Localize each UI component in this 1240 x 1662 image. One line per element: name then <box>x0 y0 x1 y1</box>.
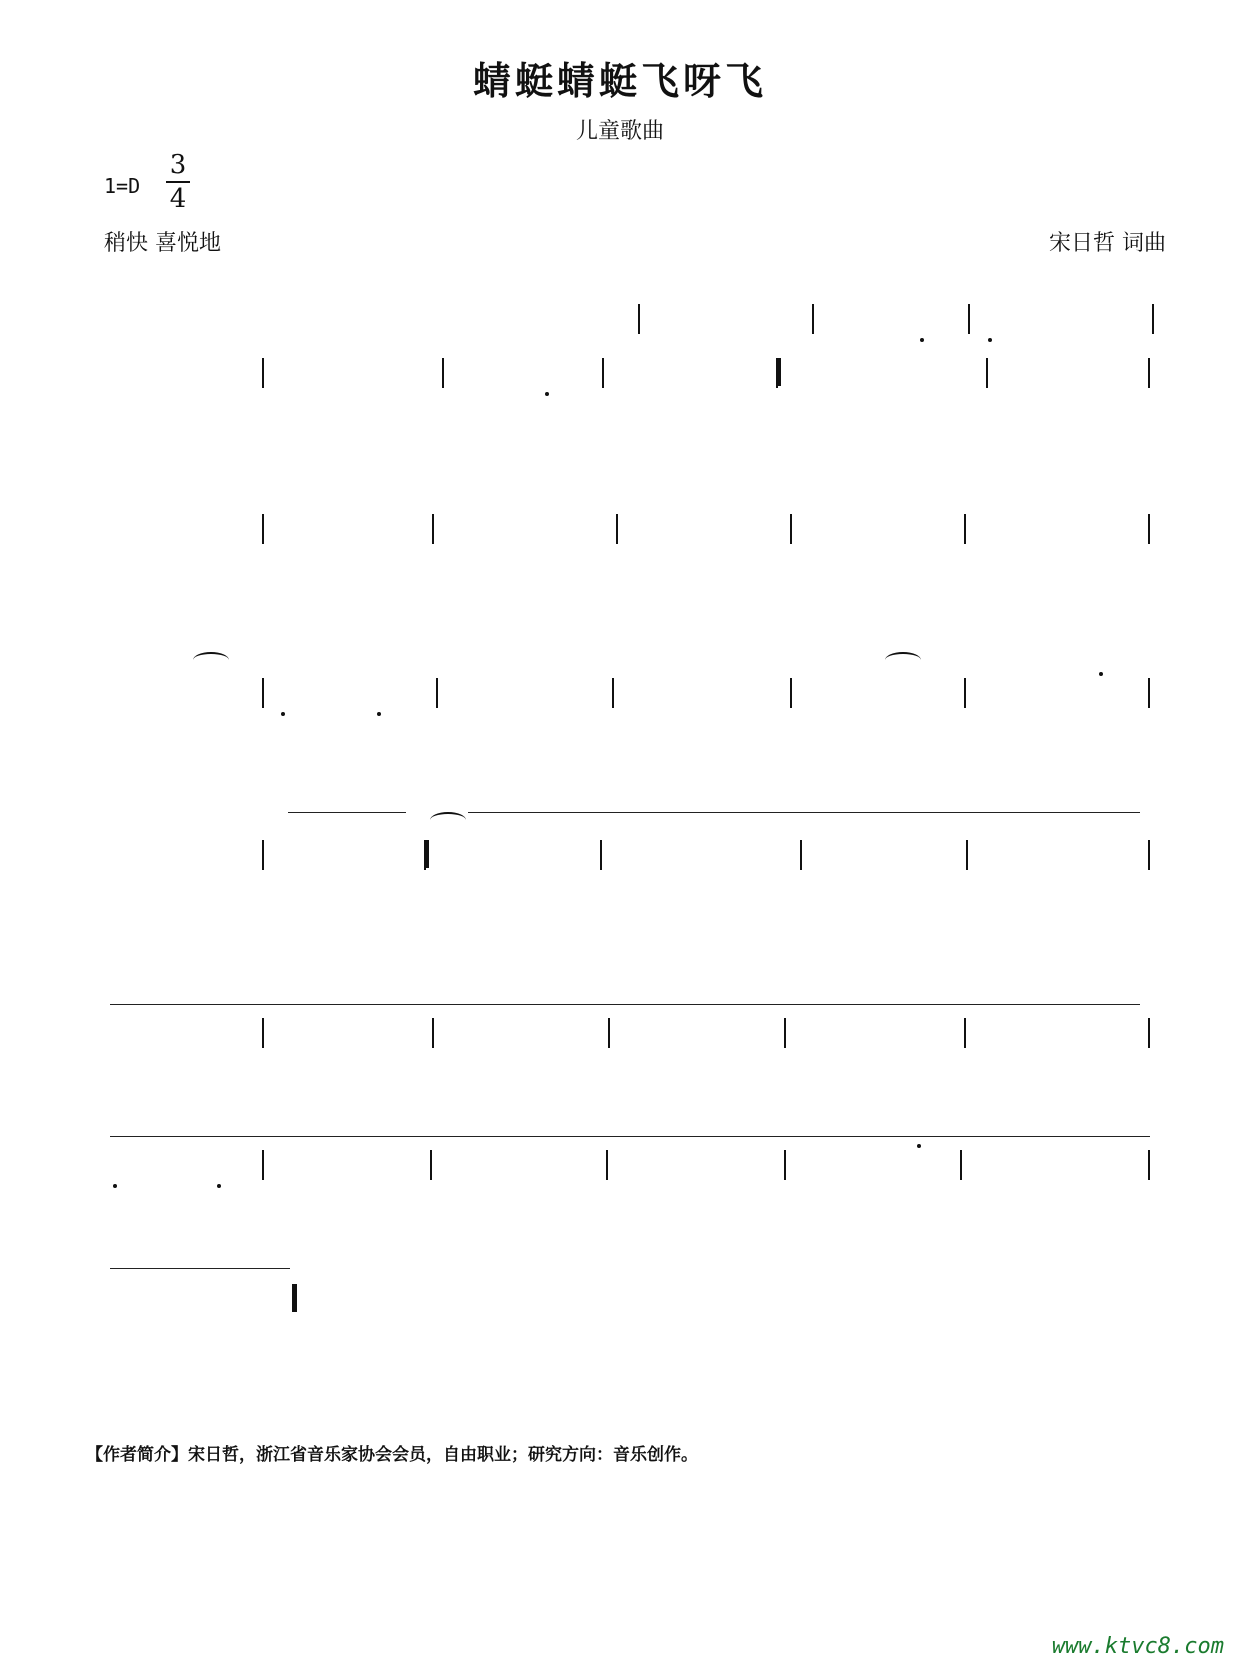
barline <box>964 678 966 708</box>
time-signature-top: 3 <box>169 150 187 180</box>
barline <box>1148 1150 1150 1180</box>
octave-dot <box>920 338 924 342</box>
octave-dot <box>113 1184 117 1188</box>
octave-dot <box>988 338 992 342</box>
octave-dot <box>377 712 381 716</box>
barline <box>790 514 792 544</box>
site-watermark: www.ktvc8.com <box>1051 1634 1224 1659</box>
barline <box>800 840 802 870</box>
barline <box>442 358 444 388</box>
barline <box>432 1018 434 1048</box>
time-signature <box>166 150 190 214</box>
barline <box>262 514 264 544</box>
barline <box>262 840 264 870</box>
barline <box>968 304 970 334</box>
barline <box>616 514 618 544</box>
continuation-rule <box>110 1136 1150 1137</box>
barline <box>602 358 604 388</box>
barline <box>812 304 814 334</box>
barline <box>1148 678 1150 708</box>
barline <box>784 1150 786 1180</box>
tie-arc <box>193 652 229 668</box>
barline <box>638 304 640 334</box>
octave-dot <box>1099 672 1103 676</box>
time-signature-line <box>166 181 190 183</box>
barline <box>262 1150 264 1180</box>
time-signature-bottom: 4 <box>169 184 187 214</box>
tie-arc <box>885 652 921 668</box>
barline <box>966 840 968 870</box>
volta-bracket <box>288 812 406 813</box>
barline <box>790 678 792 708</box>
barline <box>1152 304 1154 334</box>
barline <box>608 1018 610 1048</box>
barline <box>1148 840 1150 870</box>
barline <box>612 678 614 708</box>
author-bio: 【作者简介】宋日哲，浙江省音乐家协会会员，自由职业；研究方向：音乐创作。 <box>86 1445 698 1465</box>
barline <box>424 840 429 868</box>
barline <box>986 358 988 388</box>
barline <box>262 678 264 708</box>
barline <box>784 1018 786 1048</box>
barline <box>600 840 602 870</box>
octave-dot <box>217 1184 221 1188</box>
barline <box>1148 514 1150 544</box>
barline <box>262 358 264 388</box>
barline <box>292 1284 297 1312</box>
barline <box>776 358 781 386</box>
continuation-rule <box>110 1268 290 1269</box>
song-title: 蜻蜓蜻蜓飞呀飞 <box>472 58 767 103</box>
barline <box>1148 358 1150 388</box>
barline <box>964 1018 966 1048</box>
barline <box>960 1150 962 1180</box>
tempo-marking: 稍快 喜悦地 <box>104 231 221 256</box>
barline <box>432 514 434 544</box>
octave-dot <box>917 1144 921 1148</box>
song-genre: 儿童歌曲 <box>575 119 664 144</box>
barline <box>430 1150 432 1180</box>
tie-arc <box>430 812 466 828</box>
octave-dot <box>545 392 549 396</box>
barline <box>436 678 438 708</box>
composer-credit: 宋日哲 词曲 <box>1049 231 1166 256</box>
volta-bracket <box>468 812 1140 813</box>
barline <box>262 1018 264 1048</box>
barline <box>964 514 966 544</box>
octave-dot <box>281 712 285 716</box>
barline <box>606 1150 608 1180</box>
barline <box>1148 1018 1150 1048</box>
key-signature: 1=D <box>104 174 141 198</box>
continuation-rule <box>110 1004 1140 1005</box>
